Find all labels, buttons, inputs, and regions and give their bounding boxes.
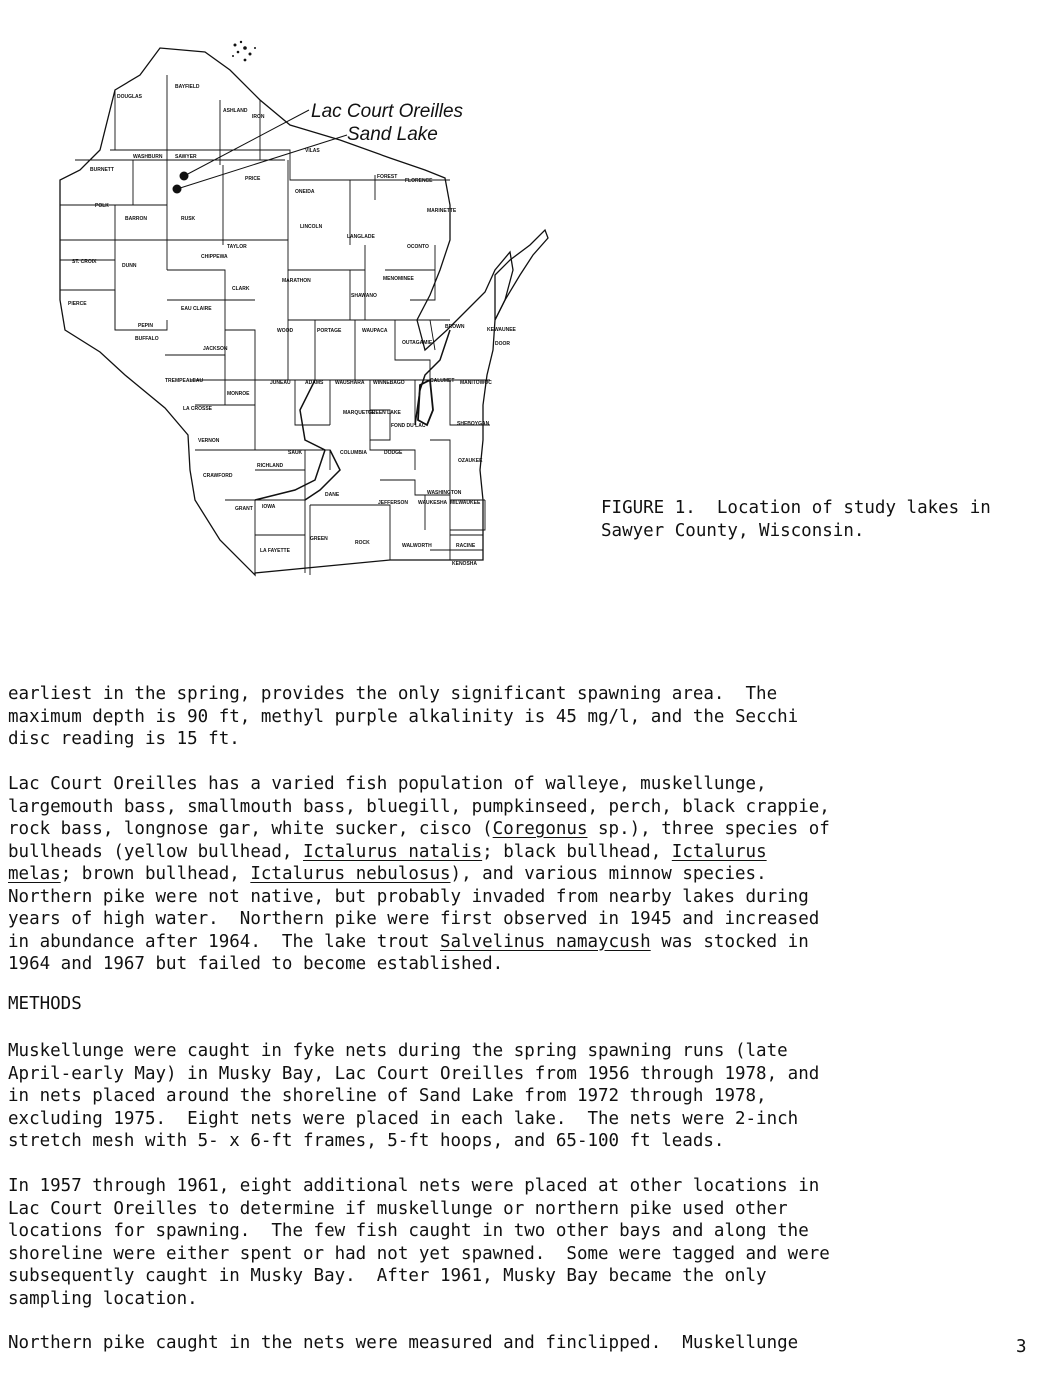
text-span: bullheads (yellow bullhead, (8, 841, 304, 862)
county-label-monroe: MONROE (227, 391, 250, 397)
county-label-kenosha: KENOSHA (452, 561, 478, 567)
county-label-jackson: JACKSON (203, 346, 228, 352)
species-name: Ictalurus nebulosus (250, 864, 451, 884)
county-label-outagamie: OUTAGAMIE (402, 340, 433, 346)
county-label-rock: ROCK (355, 540, 370, 546)
county-label-chippewa: CHIPPEWA (201, 254, 228, 260)
text-span: sp.), three species of (587, 819, 830, 839)
county-label-iowa: IOWA (262, 504, 276, 510)
county-label-waupaca: WAUPACA (362, 328, 388, 334)
county-label-douglas: DOUGLAS (117, 94, 142, 100)
county-label-polk: POLK (95, 203, 109, 209)
county-label-dunn: DUNN (122, 263, 137, 269)
county-label-door: DOOR (495, 341, 510, 347)
county-label-adams: ADAMS (305, 380, 324, 386)
county-label-washburn: WASHBURN (133, 154, 163, 160)
county-label-fond-du-lac: FOND DU LAC (391, 423, 426, 429)
text-line: In 1957 through 1961, eight additional nets were placed at other locations in (8, 1176, 820, 1196)
county-label-lincoln: LINCOLN (300, 224, 323, 230)
door-peninsula (495, 230, 548, 320)
county-label-crawford: CRAWFORD (203, 473, 233, 479)
caption-line-2: Sawyer County, Wisconsin. (601, 521, 865, 541)
county-label-rusk: RUSK (181, 216, 196, 222)
text-line: maximum depth is 90 ft, methyl purple alkalinity is 45 mg/l, and the Secchi (8, 706, 799, 727)
species-name: Coregonus (492, 819, 588, 839)
paragraph-1 (8, 683, 908, 751)
text-line: earliest in the spring, provides the only significant spawning area. The (8, 684, 778, 704)
text-line: excluding 1975. Eight nets were placed in each lake. The nets were 2-inch (8, 1108, 799, 1129)
county-label-kewaunee: KEWAUNEE (487, 327, 516, 333)
county-label-waukesha: WAUKESHA (418, 500, 448, 506)
county-label-buffalo: BUFFALO (135, 336, 159, 342)
lake-winnebago (418, 380, 433, 425)
text-line: Northern pike were not native, but probably invaded from nearby lakes during (8, 886, 809, 907)
county-label-green: GREEN (310, 536, 328, 542)
county-label-oconto: OCONTO (407, 244, 429, 250)
county-label-barron: BARRON (125, 216, 147, 222)
species-name: Salvelinus namaycush (439, 931, 651, 952)
county-label-pierce: PIERCE (68, 301, 87, 307)
county-label-calumet: CALUMET (430, 378, 455, 384)
county-label-shawano: SHAWANO (351, 293, 377, 299)
text-line: disc reading is 15 ft. (8, 729, 240, 749)
county-label-st-croix: ST. CROIX (72, 259, 97, 265)
county-label-menominee: MENOMINEE (383, 276, 414, 282)
text-line: 1964 and 1967 but failed to become established. (8, 954, 504, 974)
county-label-sawyer: SAWYER (175, 154, 197, 160)
county-label-iron: IRON (252, 114, 265, 120)
county-label-burnett: BURNETT (90, 167, 114, 173)
county-label-sauk: SAUK (288, 450, 303, 456)
county-label-ozaukee: OZAUKEE (458, 458, 483, 464)
county-label-taylor: TAYLOR (227, 244, 247, 250)
callout-lac-court-oreilles: Lac Court Oreilles (311, 101, 464, 122)
county-label-langlade: LANGLADE (347, 234, 375, 240)
county-label-clark: CLARK (232, 286, 250, 292)
text-line: locations for spawning. The few fish caught in two other bays and along the (8, 1221, 809, 1241)
county-label-sheboygan: SHEBOYGAN (457, 421, 490, 427)
county-label-washington: WASHINGTON (427, 490, 462, 496)
sand-lake-leader (177, 135, 347, 189)
section-heading-methods: METHODS (8, 994, 82, 1014)
map-svg (55, 30, 575, 580)
text-line: April-early May) in Musky Bay, Lac Court Oreilles from 1956 through 1978, and (8, 1063, 820, 1084)
county-label-pepin: PEPIN (138, 323, 154, 329)
page-number: 3 (1016, 1337, 1027, 1357)
text-line: in nets placed around the shoreline of Sand Lake from 1972 through 1978, (8, 1086, 767, 1106)
text-line: subsequently caught in Musky Bay. After 1961, Musky Bay became the only (8, 1266, 767, 1286)
county-label-grant: GRANT (235, 506, 253, 512)
county-label-racine: RACINE (456, 543, 476, 549)
paragraph-2 (8, 773, 908, 976)
county-label-manitowoc: MANITOWOC (460, 380, 492, 386)
county-label-eau-claire: EAU CLAIRE (181, 306, 212, 312)
caption-line-1: FIGURE 1. Location of study lakes in (601, 498, 991, 518)
county-label-la-crosse: LA CROSSE (183, 406, 212, 412)
text-line: years of high water. Northern pike were first observed in 1945 and increased (8, 909, 820, 929)
county-label-wood: WOOD (277, 328, 294, 334)
text-line: largemouth bass, smallmouth bass, bluegill, pumpkinseed, perch, black crappie, (8, 796, 830, 817)
text-line: Lac Court Oreilles to determine if muskellunge or northern pike used other (8, 1198, 788, 1219)
county-label-bayfield: BAYFIELD (175, 84, 200, 90)
county-label-richland: RICHLAND (257, 463, 284, 469)
county-label-vilas: VILAS (305, 148, 320, 154)
county-label-juneau: JUNEAU (270, 380, 291, 386)
text-line: sampling location. (8, 1288, 198, 1309)
county-label-dodge: DODGE (384, 450, 403, 456)
county-label-florence: FLORENCE (405, 178, 433, 184)
species-name: melas (8, 864, 61, 884)
text-line: Muskellunge were caught in fyke nets during the spring spawning runs (late (8, 1041, 788, 1061)
county-label-vernon: VERNON (198, 438, 220, 444)
county-label-ashland: ASHLAND (223, 108, 248, 114)
text-span: ), and various minnow species. (450, 864, 767, 884)
county-label-price: PRICE (245, 176, 261, 182)
species-name: Ictalurus natalis (303, 841, 483, 862)
county-label-la-fayette: LA FAYETTE (260, 548, 290, 554)
county-label-portage: PORTAGE (317, 328, 342, 334)
county-label-jefferson: JEFFERSON (378, 500, 409, 506)
county-label-green-lake: GREEN LAKE (368, 410, 401, 416)
county-labels (68, 84, 517, 567)
county-label-dane: DANE (325, 492, 340, 498)
species-name: Ictalurus (671, 841, 767, 862)
text-span: rock bass, longnose gar, white sucker, cisco ( (8, 819, 493, 839)
text-line: shoreline were either spent or had not yet spawned. Some were tagged and were (8, 1243, 830, 1264)
apostle-islands (232, 41, 256, 62)
county-label-marinette: MARINETTE (427, 208, 457, 214)
callout-sand-lake: Sand Lake (347, 124, 438, 145)
paragraph-4 (8, 1175, 908, 1310)
county-label-columbia: COLUMBIA (340, 450, 367, 456)
paragraph-5: Northern pike caught in the nets were measured and finclipped. Muskellunge (8, 1333, 799, 1353)
county-label-forest: FOREST (377, 174, 398, 180)
text-line: Lac Court Oreilles has a varied fish population of walleye, muskellunge, (8, 774, 767, 794)
county-label-oneida: ONEIDA (295, 189, 315, 195)
county-label-walworth: WALWORTH (402, 543, 432, 549)
wisconsin-county-map (55, 30, 575, 580)
text-line: stretch mesh with 5- x 6-ft frames, 5-ft hoops, and 65-100 ft leads. (8, 1131, 725, 1151)
county-label-marathon: MARATHON (282, 278, 311, 284)
county-label-milwaukee: MILWAUKEE (450, 500, 481, 506)
county-label-marquette: MARQUETTE (343, 410, 375, 416)
text-span: ; black bullhead, (482, 841, 672, 862)
county-label-winnebago: WINNEBAGO (373, 380, 405, 386)
county-label-waushara: WAUSHARA (335, 380, 365, 386)
county-label-brown: BROWN (445, 324, 465, 330)
text-span: in abundance after 1964. The lake trout (8, 931, 440, 952)
wisconsin-river (255, 380, 340, 500)
text-span: was stocked in (650, 931, 809, 952)
paragraph-3 (8, 1040, 908, 1153)
figure-caption (601, 497, 1021, 543)
text-span: ; brown bullhead, (60, 864, 251, 884)
county-label-trempealeau: TREMPEALEAU (165, 378, 204, 384)
